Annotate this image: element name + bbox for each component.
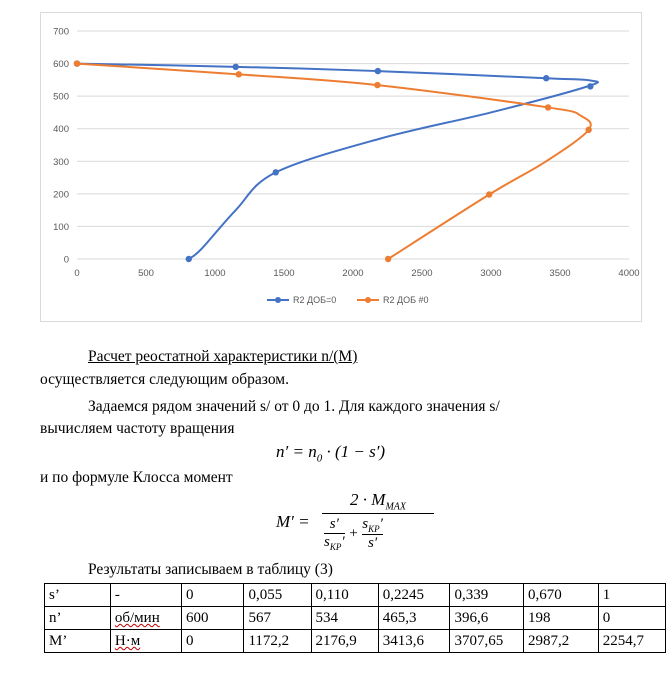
table-row xyxy=(45,607,666,630)
table-cell: 0,2245 xyxy=(378,584,450,607)
data-point xyxy=(585,127,591,133)
table-cell: Н·м xyxy=(110,630,181,653)
x-tick-label: 500 xyxy=(138,268,154,279)
legend-label: R2 ДОБ=0 xyxy=(293,295,337,305)
legend-marker xyxy=(365,297,371,303)
table-cell: n’ xyxy=(45,607,111,630)
y-tick-label: 300 xyxy=(53,156,69,168)
y-tick-label: 0 xyxy=(63,254,69,266)
table-cell: 465,3 xyxy=(378,607,450,630)
chart-svg xyxy=(41,13,641,321)
table-cell: 0,055 xyxy=(244,584,311,607)
y-tick-label: 700 xyxy=(53,26,69,38)
data-point xyxy=(186,256,192,262)
y-tick-label: 600 xyxy=(53,59,69,71)
y-tick-label: 200 xyxy=(53,189,69,201)
data-point xyxy=(375,68,381,74)
x-tick-label: 3000 xyxy=(480,268,502,279)
paragraph-line-5: и по формуле Клосса момент xyxy=(40,469,233,486)
x-tick-label: 2000 xyxy=(342,268,364,279)
x-tick-label: 1500 xyxy=(273,268,295,279)
data-point xyxy=(233,64,239,70)
x-tick-label: 3500 xyxy=(549,268,571,279)
table-cell: 3413,6 xyxy=(378,630,450,653)
table-row xyxy=(45,630,666,653)
table-cell: об/мин xyxy=(110,607,181,630)
data-point xyxy=(543,75,549,81)
paragraph-line-3: Задаемся рядом значений s/ от 0 до 1. Для каждого значения s/ xyxy=(88,398,500,415)
table-cell: 0 xyxy=(598,607,665,630)
legend-label: R2 ДОБ #0 xyxy=(383,295,429,305)
data-point xyxy=(74,60,80,66)
data-point xyxy=(385,256,391,262)
table-cell: - xyxy=(110,584,181,607)
paragraph-line-2: осуществляется следующим образом. xyxy=(40,371,289,388)
x-tick-label: 2500 xyxy=(411,268,433,279)
table-cell: 0,339 xyxy=(450,584,524,607)
x-tick-label: 1000 xyxy=(204,268,226,279)
data-point xyxy=(236,71,242,77)
table-cell: M’ xyxy=(45,630,111,653)
table-cell: 567 xyxy=(244,607,311,630)
table-cell: 0 xyxy=(182,584,244,607)
table-cell: 1172,2 xyxy=(244,630,311,653)
y-tick-label: 400 xyxy=(53,124,69,136)
y-tick-label: 100 xyxy=(53,221,69,233)
paragraph-heading xyxy=(88,348,357,366)
table-cell: 2987,2 xyxy=(524,630,599,653)
data-point xyxy=(374,82,380,88)
table-cell: 2176,9 xyxy=(311,630,378,653)
table-cell: 198 xyxy=(524,607,599,630)
table-cell: s’ xyxy=(45,584,111,607)
paragraph-line-6: Результаты записываем в таблицу (3) xyxy=(88,561,333,578)
table-cell: 0 xyxy=(182,630,244,653)
data-point xyxy=(273,169,279,175)
formula-speed: $n' = n_0 \cdot (1 - s')$ xyxy=(276,442,386,465)
data-point xyxy=(545,104,551,110)
results-table xyxy=(44,583,666,653)
table-cell: 1 xyxy=(598,584,665,607)
y-tick-label: 500 xyxy=(53,91,69,103)
heading-text: Расчет реостатной характеристики n/(M) xyxy=(88,348,358,365)
table-cell: 600 xyxy=(182,607,244,630)
data-point xyxy=(587,83,593,89)
x-tick-label: 4000 xyxy=(618,268,640,279)
chart-panel xyxy=(40,12,642,322)
table-cell: 534 xyxy=(311,607,378,630)
table-row xyxy=(45,584,666,607)
table-cell: 396,6 xyxy=(450,607,524,630)
table-cell: 2254,7 xyxy=(598,630,665,653)
x-tick-label: 0 xyxy=(74,268,80,279)
table-cell: 3707,65 xyxy=(450,630,524,653)
table-cell: 0,110 xyxy=(311,584,378,607)
table-cell: 0,670 xyxy=(524,584,599,607)
data-point xyxy=(486,191,492,197)
paragraph-line-4: вычисляем частоту вращения xyxy=(40,420,235,437)
legend-marker xyxy=(275,297,281,303)
